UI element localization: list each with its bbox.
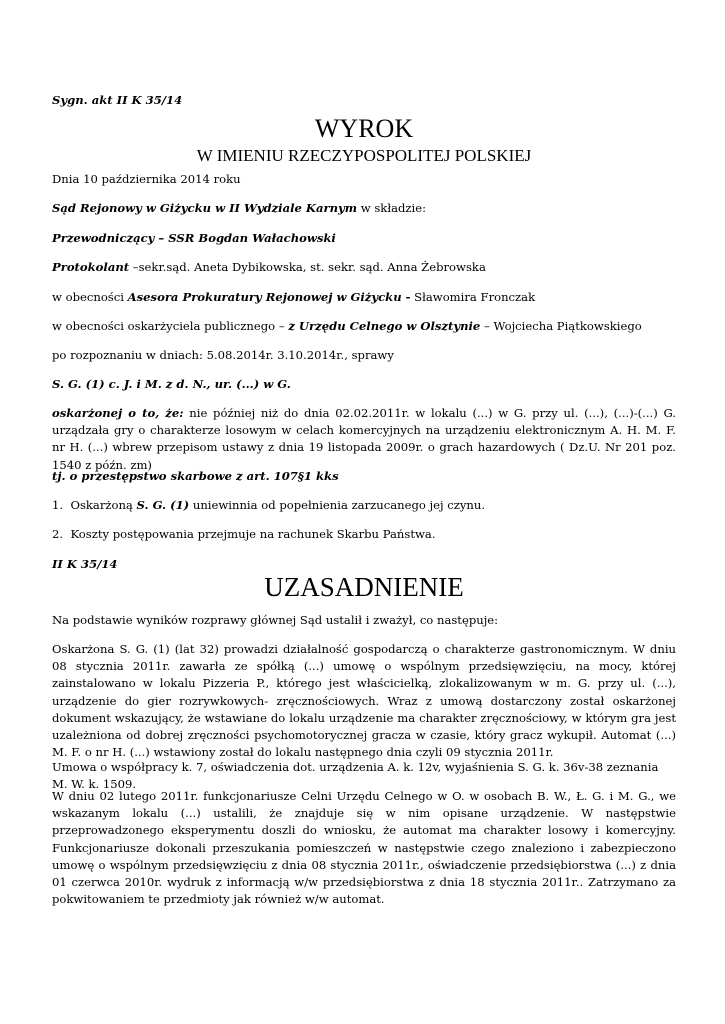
- document-subtitle: W IMIENIU RZECZYPOSPOLITEJ POLSKIEJ: [196, 146, 532, 165]
- justification-title: UZASADNIENIE: [264, 572, 464, 602]
- court-suffix: w składzie:: [357, 201, 426, 215]
- verdict-number: 1.: [52, 498, 64, 512]
- case-reference: II K 35/14: [52, 557, 118, 571]
- prosecutor-line: [52, 289, 676, 306]
- prosecutor-name: Sławomira Fronczak: [410, 290, 536, 304]
- justification-paragraph: W dniu 02 lutego 2011r. funkcjonariusze Celni Urzędu Celnego w O. w osobach B. W., Ł. G. i M. G., we wskazanym lokalu (...) ustalili, że znajduje się w nim opisane urządzenie. W następstwie przeprowadzonego eksperymentu doszli do wniosku, że automat ma charakter losowy i komercyjny. Funkcjonariusze dokonali przeszukania pomieszczeń w następstwie czego znaleziono i zabezpieczono umowę o wspólnym przedsięwzięciu z dnia 08 stycznia 2011r., oświadczenie przedsiębiorstwa (...) z dnia 01 czerwca 2010r. wydruk z informacją w/w przedsiębiorstwa z dnia 18 stycznia 2011r.. Zatrzymano za pokwitowaniem te przedmioty jak również w/w automat.: [52, 789, 676, 907]
- accuser-name: – Wojciecha Piątkowskiego: [480, 319, 642, 333]
- court-recorder: [52, 259, 676, 276]
- judgment-date: Dnia 10 października 2014 roku: [52, 172, 241, 186]
- justification-paragraph: Umowa o współpracy k. 7, oświadczenia dot. urządzenia A. k. 12v, wyjaśnienia S. G. k. 36v-38 zeznania M. W. k. 1509.: [52, 760, 659, 792]
- document-title: WYROK: [314, 114, 414, 143]
- recorder-names: –sekr.sąd. Aneta Dybikowska, st. sekr. sąd. Anna Żebrowska: [129, 260, 486, 274]
- verdict-number: 2.: [52, 527, 64, 541]
- recorder-label: Protokolant: [52, 260, 130, 274]
- defendant-identity: S. G. (1) c. J. i M. z d. N., ur. (...) w G.: [52, 377, 291, 391]
- verdict-text-rest: uniewinnia od popełnienia zarzucanego jej czynu.: [189, 498, 486, 512]
- justification-paragraph: Oskarżona S. G. (1) (lat 32) prowadzi działalność gospodarczą o charakterze gastronomicznym. W dniu 08 stycznia 2011r. zawarła ze spółką (...) umowę o wspólnym przedsięwzięciu, na mocy, której zainstalowano w lokalu Pizzeria P., którego jest właścicielką, zlokalizowanym w m. G. przy ul. (...), urządzenie do gier rozrywkowych- zręcznościowych. Wraz z umową dostarczony został oskarżonej dokument wskazujący, że wstawiane do lokalu urządzenie ma charakter zręcznościowy, w którym gra jest uzależniona od dobrej zręczności psychomotorycznej gracza w czasie, który gracz wykupił. Automat (...) M. F. o nr H. (...) wstawiony został do lokalu następnego dnia czyli 09 stycznia 2011r.: [52, 642, 676, 760]
- hearing-dates: po rozpoznaniu w dniach: 5.08.2014r. 3.10.2014r., sprawy: [52, 348, 394, 362]
- charge-label: oskarżonej o to, że:: [52, 406, 184, 420]
- offense-qualification: tj. o przestępstwo skarbowe z art. 107§1 kks: [52, 469, 339, 483]
- verdict-item: [52, 497, 676, 514]
- justification-intro: Na podstawie wyników rozprawy głównej Sąd ustalił i zważył, co następuje:: [52, 613, 499, 627]
- verdict-item: [52, 526, 676, 543]
- prosecutor-office: Asesora Prokuratury Rejonowej w Giżycku -: [127, 290, 411, 304]
- accuser-prefix: w obecności oskarżyciela publicznego –: [52, 319, 289, 333]
- court-composition: [52, 200, 676, 217]
- accuser-office: z Urzędu Celnego w Olsztynie: [288, 319, 481, 333]
- prosecutor-prefix: w obecności: [52, 290, 128, 304]
- court-name: Sąd Rejonowy w Giżycku w II Wydziale Karnym: [52, 201, 358, 215]
- verdict-text: Oskarżoną: [70, 498, 137, 512]
- charge-paragraph: [52, 405, 676, 474]
- verdict-defendant: S. G. (1): [136, 498, 190, 512]
- verdict-text: Koszty postępowania przejmuje na rachunek Skarbu Państwa.: [70, 527, 436, 541]
- public-accuser-line: [52, 318, 676, 335]
- charge-text: nie później niż do dnia 02.02.2011r. w lokalu (...) w G. przy ul. (...), (...)-(...) G. urządzała gry o charakterze losowym w celach komercyjnych na urządzeniu elektronicznym A. H. M. F. nr H. (...) wbrew przepisom ustawy z dnia 19 listopada 2009r. o grach hazardowych ( Dz.U. Nr 201 poz. 1540 z późn. zm): [52, 406, 676, 472]
- case-signature: Sygn. akt II K 35/14: [52, 93, 183, 107]
- presiding-judge: Przewodniczący – SSR Bogdan Wałachowski: [52, 231, 336, 245]
